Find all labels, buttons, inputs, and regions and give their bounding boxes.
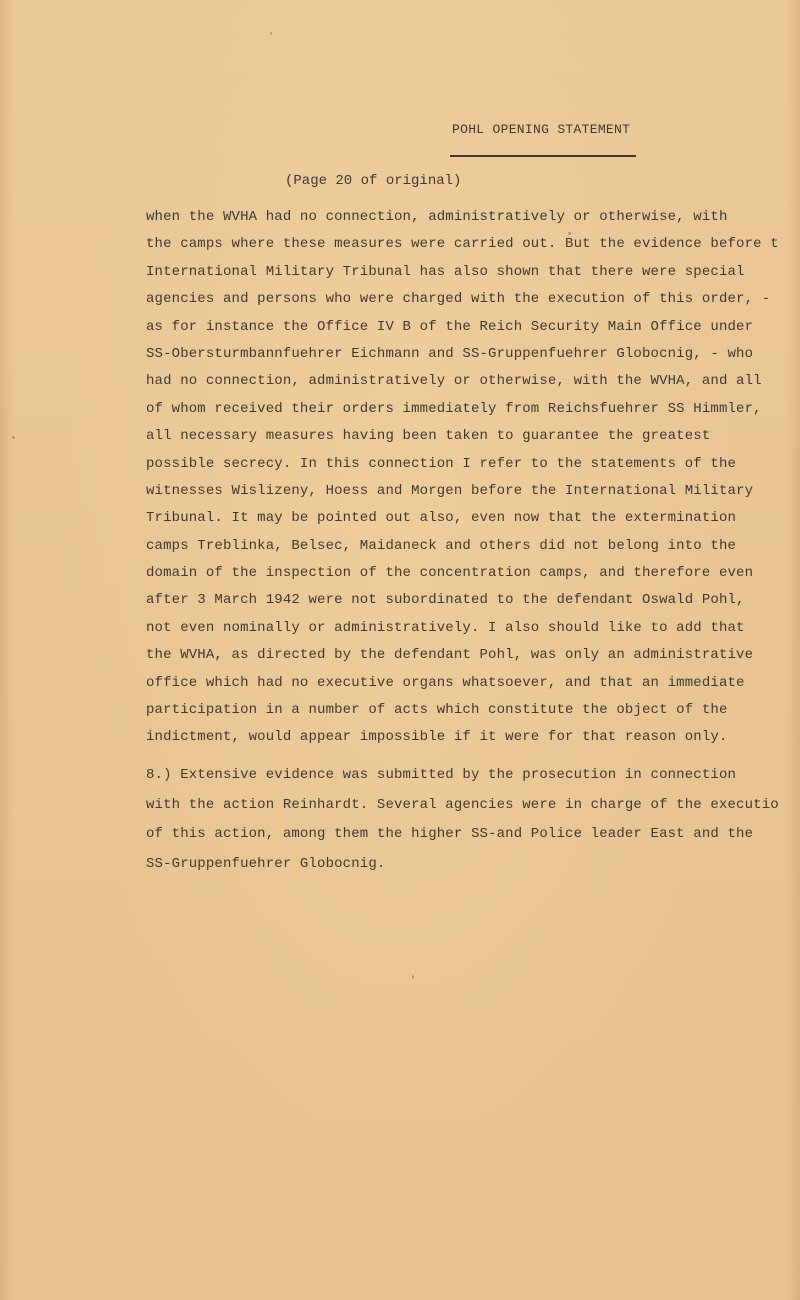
text-line: indictment, would appear impossible if it were for that reason only. — [146, 729, 728, 746]
text-line: of this action, among them the higher SS-and Police leader East and the — [146, 826, 754, 842]
text-line: when the WVHA had no connection, administratively or otherwise, with — [146, 209, 728, 225]
text-line: after 3 March 1942 were not subordinated to the defendant Oswald Pohl, — [146, 592, 745, 609]
document-header-title: POHL OPENING STATEMENT — [452, 122, 631, 137]
text-line: camps Treblinka, Belsec, Maidaneck and others did not belong into the — [146, 537, 737, 554]
text-line: office which had no executive organs whatsoever, and that an immediate — [146, 674, 745, 691]
text-line: of whom received their orders immediately from Reichsfuehrer SS Himmler, — [146, 400, 762, 417]
text-line: as for instance the Office IV B of the Reich Security Main Office under — [146, 318, 754, 335]
text-line: agencies and persons who were charged with the execution of this order, - — [146, 291, 771, 308]
text-line: witnesses Wislizeny, Hoess and Morgen before the International Military — [146, 482, 754, 499]
text-line: all necessary measures having been taken to guarantee the greatest — [146, 428, 711, 445]
text-line: participation in a number of acts which constitute the object of the — [146, 702, 728, 719]
text-line: had no connection, administratively or otherwise, with the WVHA, and all — [146, 373, 762, 390]
paragraph-1 — [146, 206, 800, 754]
text-line: the WVHA, as directed by the defendant Pohl, was only an administrative — [146, 647, 754, 664]
page-edge-left — [0, 0, 14, 1300]
text-line: 8.) Extensive evidence was submitted by the prosecution in connection — [146, 767, 737, 783]
header-underline — [450, 155, 636, 157]
text-line: possible secrecy. In this connection I refer to the statements of the — [146, 455, 737, 472]
text-line: with the action Reinhardt. Several agencies were in charge of the executio — [146, 796, 779, 813]
text-line: domain of the inspection of the concentration camps, and therefore even — [146, 565, 754, 582]
text-line: SS-Gruppenfuehrer Globocnig. — [146, 855, 386, 872]
page-reference: (Page 20 of original) — [285, 173, 462, 189]
paragraph-2 — [146, 764, 800, 882]
paper-speck — [12, 436, 15, 439]
text-line: not even nominally or administratively. I also should like to add that — [146, 619, 745, 636]
paper-speck — [412, 975, 414, 979]
paper-speck — [568, 232, 571, 235]
text-line: Tribunal. It may be pointed out also, even now that the extermination — [146, 510, 737, 527]
text-line: the camps where these measures were carried out. But the evidence before t — [146, 236, 779, 253]
paper-speck — [270, 32, 272, 35]
text-line: SS-Obersturmbannfuehrer Eichmann and SS-Gruppenfuehrer Globocnig, - who — [146, 345, 754, 362]
text-line: International Military Tribunal has also shown that there were special — [146, 263, 745, 280]
